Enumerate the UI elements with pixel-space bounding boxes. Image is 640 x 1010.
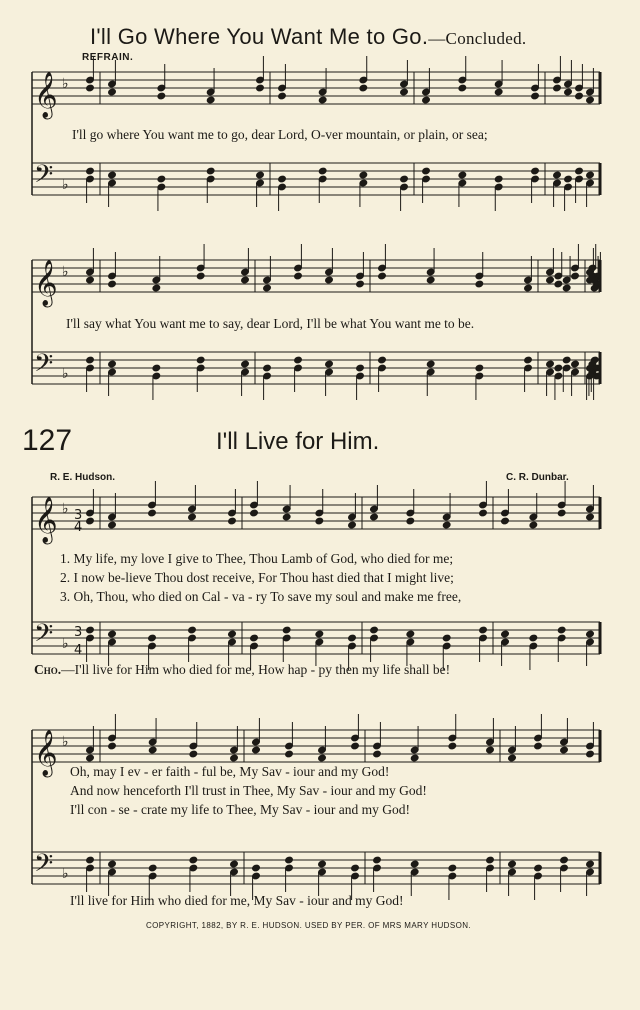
svg-text:3: 3 — [74, 508, 83, 523]
verse-1-line-1: 1. My life, my love I give to Thee, Thou Lamb of God, who died for me; — [60, 551, 454, 566]
concluded-label: —Concluded. — [428, 29, 527, 48]
chorus-label: Cho. — [34, 662, 62, 677]
svg-text:𝄢: 𝄢 — [34, 349, 54, 384]
verse-2-line-2: And now henceforth I'll trust in Thee, My Sav - iour and my God! — [70, 783, 427, 798]
chorus-line-2: I'll live for Him who died for me, My Sav - iour and my God! — [70, 893, 404, 908]
refrain-lyric-line-2: I'll say what You want me to say, dear Lord, I'll be what You want me to be. — [66, 316, 475, 331]
svg-text:𝄞: 𝄞 — [34, 497, 58, 543]
svg-text:𝄢: 𝄢 — [34, 849, 54, 884]
composer-credit: R. E. Hudson. — [50, 472, 115, 483]
chorus-text-1: —I'll live for Him who died for me, How hap - py then my life shall be! — [61, 662, 451, 677]
continued-title-text: I'll Go Where You Want Me to Go. — [90, 24, 429, 49]
copyright-notice: COPYRIGHT, 1882, BY R. E. HUDSON. USED BY PER. OF MRS MARY HUDSON. — [146, 921, 471, 930]
svg-text:♭: ♭ — [62, 76, 69, 92]
verse-3-line-2: I'll con - se - crate my life to Thee, My Sav - iour and my God! — [70, 802, 410, 817]
svg-text:♭: ♭ — [62, 866, 69, 882]
verse-3-line-1: 3. Oh, Thou, who died on Cal - va - ry To save my soul and make me free, — [60, 589, 462, 604]
svg-text:4: 4 — [74, 520, 83, 535]
svg-text:♭: ♭ — [62, 501, 69, 517]
verse-2-line-1: 2. I now be-lieve Thou dost receive, For Thou hast died that I might live; — [60, 570, 454, 585]
svg-text:𝄞: 𝄞 — [34, 72, 58, 118]
svg-text:𝄞: 𝄞 — [34, 260, 58, 306]
chorus-line-1 — [34, 662, 450, 678]
svg-text:♭: ♭ — [62, 734, 69, 750]
svg-text:𝄢: 𝄢 — [34, 160, 54, 195]
svg-text:♭: ♭ — [62, 636, 69, 652]
svg-text:3: 3 — [74, 625, 83, 640]
svg-text:4: 4 — [74, 643, 83, 658]
refrain-label: REFRAIN. — [82, 52, 134, 63]
hymn-title: I'll Live for Him. — [216, 428, 380, 455]
hymn-number: 127 — [22, 424, 73, 457]
author-credit: C. R. Dunbar. — [506, 472, 569, 483]
svg-text:♭: ♭ — [62, 366, 69, 382]
svg-text:𝄞: 𝄞 — [34, 730, 58, 776]
refrain-lyric-line-1: I'll go where You want me to go, dear Lord, O-ver mountain, or plain, or sea; — [72, 127, 488, 142]
svg-text:♭: ♭ — [62, 264, 69, 280]
svg-text:♭: ♭ — [62, 177, 69, 193]
verse-1-line-2: Oh, may I ev - er faith - ful be, My Sav - iour and my God! — [70, 764, 390, 779]
svg-text:𝄢: 𝄢 — [34, 619, 54, 654]
